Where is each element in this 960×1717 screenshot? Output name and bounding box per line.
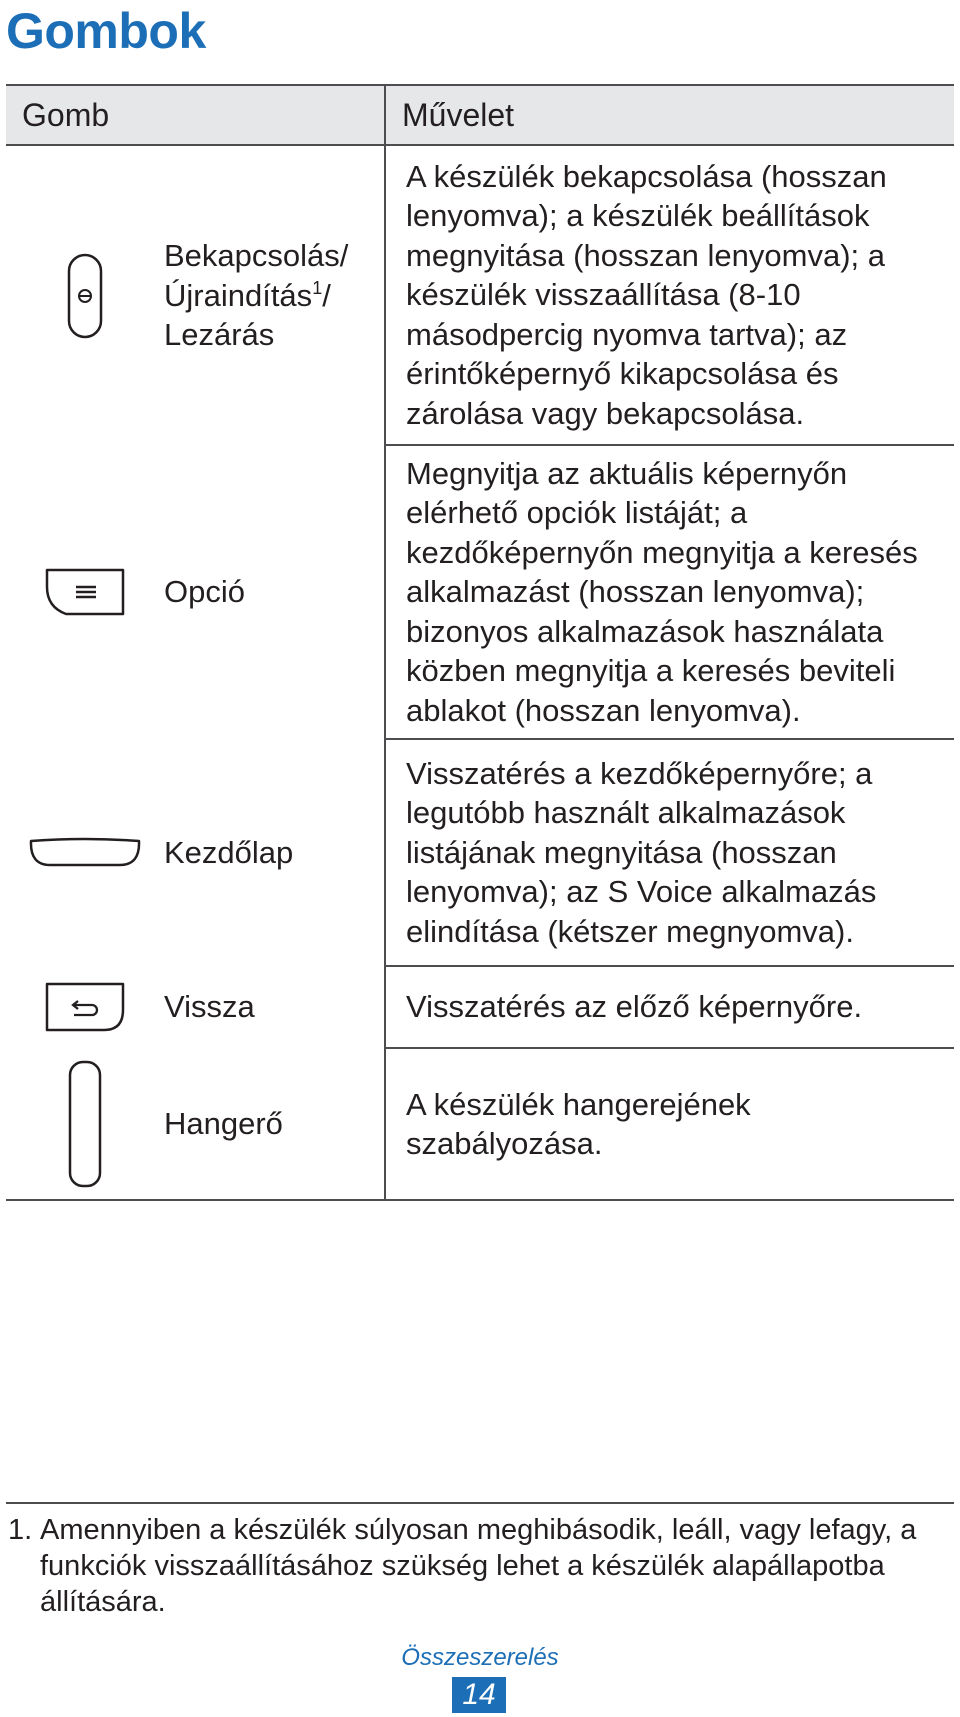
buttons-table (6, 84, 954, 1201)
operation-cell: A készülék bekapcsolása (hosszan lenyomva); a készülék beállítások megnyitása (hosszan lenyomva); a készülék visszaállítása (8-10 másodpercig nyomva tartva); az érintőképernyő kikapcsolása és zárolása vagy bekapcsolása. (385, 145, 954, 445)
operation-cell: Megnyitja az aktuális képernyőn elérhető opciók listáját; a kezdőképernyőn megnyitja a keresés alkalmazást (hosszan lenyomva); bizonyos alkalmazások használata közben megnyitja a keresés beviteli ablakot (hosszan lenyomva). (385, 445, 954, 739)
footnote-divider (6, 1502, 954, 1504)
button-cell (6, 739, 385, 966)
button-name-home: Kezdőlap (164, 834, 294, 870)
button-name-part: Bekapcsolás/ (164, 238, 349, 274)
button-name-back: Vissza (164, 989, 255, 1025)
footer-section-name: Összeszerelés (401, 1644, 559, 1671)
page-number: 14 (452, 1677, 506, 1713)
table-row (6, 145, 954, 445)
footnote-ref: 1 (312, 277, 323, 298)
button-name-option: Opció (164, 574, 245, 610)
footnote (8, 1512, 928, 1620)
column-header-operation: Művelet (385, 85, 954, 145)
menu-key-icon (6, 567, 164, 617)
button-cell (6, 445, 385, 739)
footnote-text: Amennyiben a készülék súlyosan meghibásodik, leáll, vagy lefagy, a funkciók visszaállításához szükség lehet a készülék alapállapotba állítására. (40, 1514, 917, 1618)
home-key-icon (6, 837, 164, 869)
table-row (6, 445, 954, 739)
button-cell (6, 145, 385, 445)
table-row (6, 739, 954, 966)
volume-key-icon (6, 1060, 164, 1188)
button-name-power (164, 236, 348, 355)
button-name-part: / (322, 277, 331, 313)
button-cell (6, 966, 385, 1048)
button-name-part: Lezárás (164, 317, 275, 353)
back-key-icon (6, 981, 164, 1033)
button-name-part: Újraindítás (164, 277, 313, 313)
footnote-number: 1. (8, 1514, 33, 1546)
operation-cell: A készülék hangerejének szabályozása. (385, 1048, 954, 1200)
table-header-row (6, 85, 954, 145)
table-row (6, 1048, 954, 1200)
power-key-icon (6, 253, 164, 339)
table-row (6, 966, 954, 1048)
page-title: Gombok (6, 3, 206, 59)
operation-cell: Visszatérés a kezdőképernyőre; a legutóbb használt alkalmazások listájának megnyitása (hosszan lenyomva); az S Voice alkalmazás elindítása (kétszer megnyomva). (385, 739, 954, 966)
operation-cell: Visszatérés az előző képernyőre. (385, 966, 954, 1048)
button-cell (6, 1048, 385, 1200)
button-name-volume: Hangerő (164, 1105, 283, 1141)
column-header-button: Gomb (6, 85, 385, 145)
